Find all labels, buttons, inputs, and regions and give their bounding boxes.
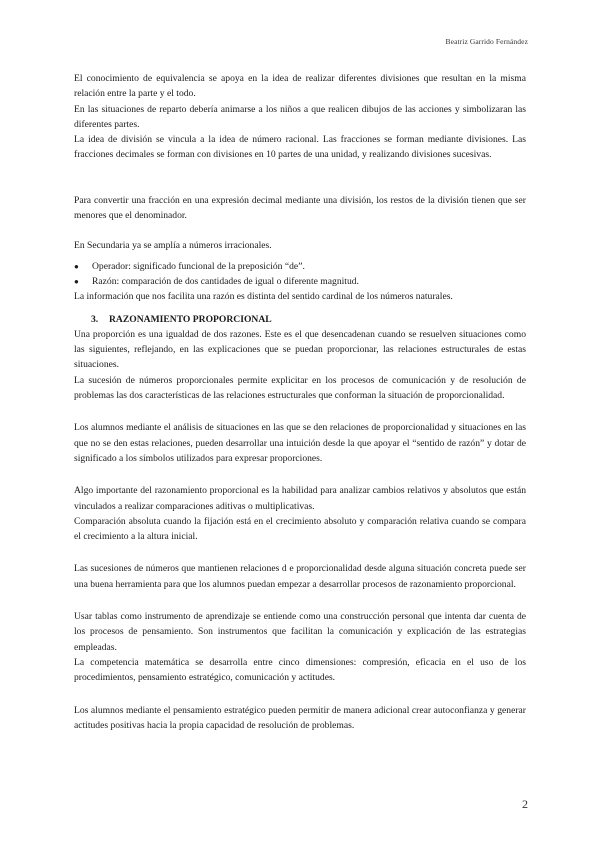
list-item: ● Operador: significado funcional de la preposición “de”. — [92, 259, 526, 274]
paragraph: Una proporción es una igualdad de dos razones. Este es el que desencadenan cuando se resuelven situaciones como las siguientes, reflejando, en las explicaciones que se puedan proporcionar, las relaciones estructurales de estas situaciones. — [74, 328, 526, 371]
paragraph: Algo importante del razonamiento proporcional es la habilidad para analizar cambios relativos y absolutos que están vinculados a realizar comparaciones aditivas o multiplicativas. — [74, 485, 526, 512]
paragraph: En las situaciones de reparto debería animarse a los niños a que realicen dibujos de las acciones y simbolizaran las diferentes partes. — [74, 103, 526, 130]
paragraph: La idea de división se vincula a la idea de número racional. Las fracciones se forman mediante divisiones. Las fracciones decimales se forman con divisiones en 10 partes de una unidad, y realizando divisiones sucesivas. — [74, 134, 526, 161]
paragraph: Para convertir una fracción en una expresión decimal mediante una división, los restos de la división tienen que ser menores que el denominador. — [74, 194, 526, 222]
paragraph: La información que nos facilita una razón es distinta del sentido cardinal de los números naturales. — [74, 291, 453, 303]
page-body — [74, 71, 526, 733]
bullet-list — [74, 259, 526, 290]
paragraph: Los alumnos mediante el análisis de situaciones en las que se den relaciones de proporcionalidad y situaciones en las que no se den estas relaciones, pueden desarrollar una intuición desde la que apoyar el “sentido de razón” y dotar de significado a los símbolos utilizados para expresar proporciones. — [74, 422, 526, 464]
paragraph: La sucesión de números proporcionales permite explicitar en los procesos de comunicación y de resolución de problemas las dos características de las relaciones estructurales que conforman la situación de proporcionalidad. — [74, 374, 526, 402]
page-header-author: Beatriz Garrido Fernández — [445, 37, 528, 46]
bullet-icon: ● — [74, 261, 79, 271]
list-item: ● Razón: comparación de dos cantidades de igual o diferente magnitud. — [92, 274, 526, 289]
paragraph: La competencia matemática se desarrolla entre cinco dimensiones: compresión, eficacia en el uso de los procedimientos, pensamiento estratégico, comunicación y actitudes. — [74, 656, 526, 684]
paragraph: Las sucesiones de números que mantienen relaciones d e proporcionalidad desde alguna situación concreta puede ser una buena herramienta para que los alumnos puedan empezar a desarrollar procesos de razonamiento proporcional. — [74, 563, 526, 590]
section-title: RAZONAMIENTO PROPORCIONAL — [109, 313, 272, 325]
paragraph: Usar tablas como instrumento de aprendizaje se entiende como una construcción personal que intenta dar cuenta de los procesos de pensamiento. Son instrumentos que facilitan la comunicación y explicación de las estrategias empleadas. — [74, 611, 526, 653]
page-number: 2 — [522, 797, 528, 811]
section-number: 3. — [91, 313, 99, 325]
paragraph: El conocimiento de equivalencia se apoya en la idea de realizar diferentes divisiones que resultan en la misma relación entre la parte y el todo. — [74, 73, 526, 100]
paragraph: En Secundaria ya se amplía a números irracionales. — [74, 240, 272, 252]
section-heading — [74, 312, 526, 327]
paragraph: Los alumnos mediante el pensamiento estratégico pueden permitir de manera adicional crear autoconfianza y generar actitudes positivas hacia la propia capacidad de resolución de problemas. — [74, 704, 526, 731]
bullet-icon: ● — [74, 276, 79, 286]
paragraph: Comparación absoluta cuando la fijación está en el crecimiento absoluto y comparación relativa cuando se compara el crecimiento a la altura inicial. — [74, 515, 526, 543]
